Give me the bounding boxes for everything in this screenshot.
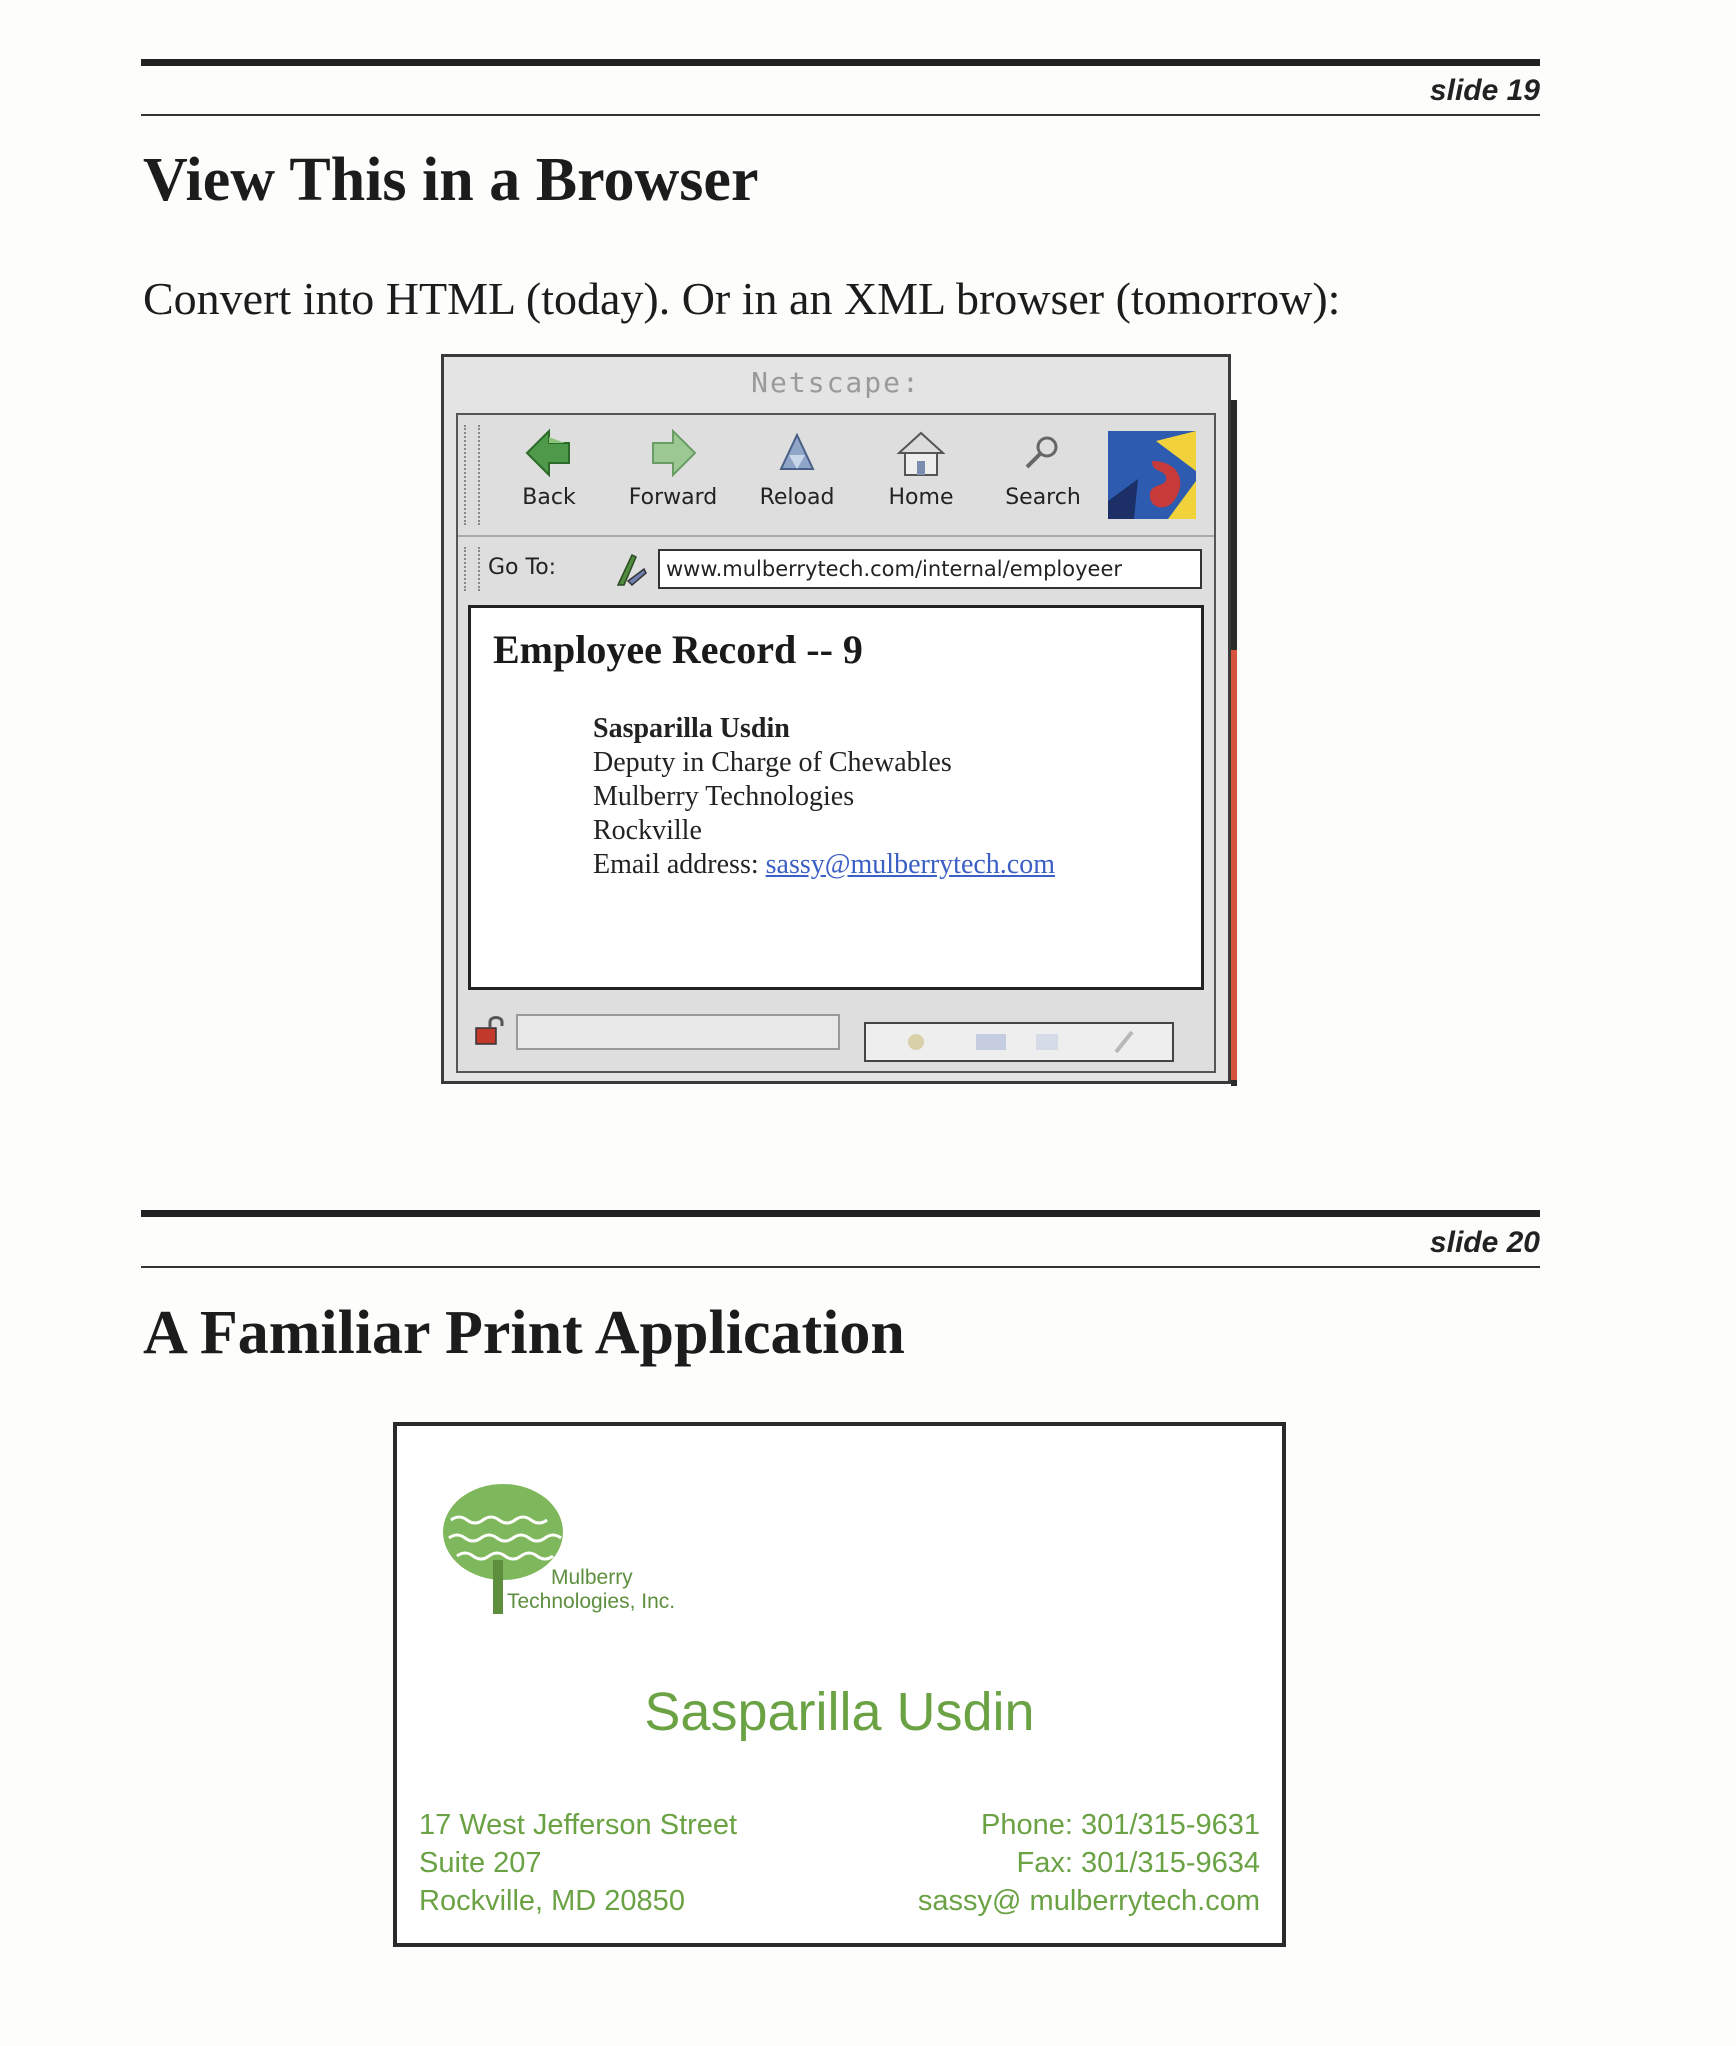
component-bar[interactable] <box>864 1022 1174 1062</box>
page-content <box>468 605 1204 990</box>
forward-label: Forward <box>628 485 718 510</box>
slide19-title: View This in a Browser <box>143 146 759 214</box>
search-label: Search <box>1005 485 1081 510</box>
goto-label: Go To: <box>488 555 557 580</box>
toolbar-grip[interactable] <box>464 425 480 525</box>
slide20-top-rule <box>141 1210 1540 1217</box>
location-bar <box>458 539 1214 599</box>
card-company <box>507 1566 675 1614</box>
search-button[interactable] <box>988 425 1098 525</box>
slide20-title: A Familiar Print Application <box>143 1299 905 1367</box>
card-company-line2: Technologies, Inc. <box>507 1590 676 1613</box>
home-icon <box>891 425 951 481</box>
card-address-city: Rockville, MD 20850 <box>419 1885 685 1917</box>
employee-position: Deputy in Charge of Chewables <box>593 747 952 778</box>
card-company-line1: Mulberry <box>551 1566 633 1589</box>
card-address-street: 17 West Jefferson Street <box>419 1809 738 1841</box>
back-label: Back <box>522 485 576 510</box>
location-grip[interactable] <box>464 547 480 591</box>
back-button[interactable] <box>494 425 604 525</box>
netscape-logo-icon[interactable] <box>1108 431 1196 519</box>
business-card <box>393 1422 1286 1947</box>
card-address-suite: Suite 207 <box>419 1847 542 1879</box>
component-bar-icons <box>866 1024 1172 1060</box>
employee-city: Rockville <box>593 815 702 846</box>
record-details <box>593 712 1055 882</box>
reload-label: Reload <box>759 485 835 510</box>
email-link[interactable]: sassy@mulberrytech.com <box>765 849 1056 880</box>
employee-company: Mulberry Technologies <box>593 781 855 812</box>
card-person-name: Sasparilla Usdin <box>644 1682 1035 1742</box>
slide19-label: slide 19 <box>1429 74 1540 107</box>
slide20-label: slide 20 <box>1429 1226 1540 1259</box>
home-label: Home <box>888 485 954 510</box>
location-icon[interactable] <box>612 551 650 589</box>
email-label: Email address: <box>593 849 759 880</box>
lock-icon[interactable] <box>472 1014 506 1048</box>
status-progress <box>516 1014 840 1050</box>
slide20-bottom-rule <box>141 1266 1540 1268</box>
employee-name: Sasparilla Usdin <box>593 713 790 744</box>
slide19-top-rule <box>141 59 1540 66</box>
slide19-bottom-rule <box>141 114 1540 116</box>
card-address <box>419 1806 737 1920</box>
card-contact <box>918 1806 1260 1920</box>
card-fax: Fax: 301/315-9634 <box>1016 1847 1260 1879</box>
forward-button[interactable] <box>618 425 728 525</box>
navigation-toolbar <box>458 415 1214 537</box>
status-bar <box>458 1000 1214 1070</box>
browser-frame <box>456 413 1216 1073</box>
card-email: sassy@ mulberrytech.com <box>917 1885 1260 1917</box>
browser-shadow-accent <box>1231 650 1237 1080</box>
record-title: Employee Record -- 9 <box>493 627 863 672</box>
card-phone: Phone: 301/315-9631 <box>981 1809 1260 1841</box>
forward-arrow-icon <box>643 425 703 481</box>
reload-button[interactable] <box>742 425 852 525</box>
employee-email-line <box>593 848 1055 882</box>
search-icon <box>1013 425 1073 481</box>
reload-icon <box>767 425 827 481</box>
browser-title-bar[interactable]: Netscape: <box>751 366 921 399</box>
slide19-body: Convert into HTML (today). Or in an XML browser (tomorrow): <box>143 273 1341 324</box>
url-input[interactable]: www.mulberrytech.com/internal/employeer <box>658 549 1202 589</box>
back-arrow-icon <box>519 425 579 481</box>
browser-window <box>441 354 1231 1084</box>
home-button[interactable] <box>866 425 976 525</box>
